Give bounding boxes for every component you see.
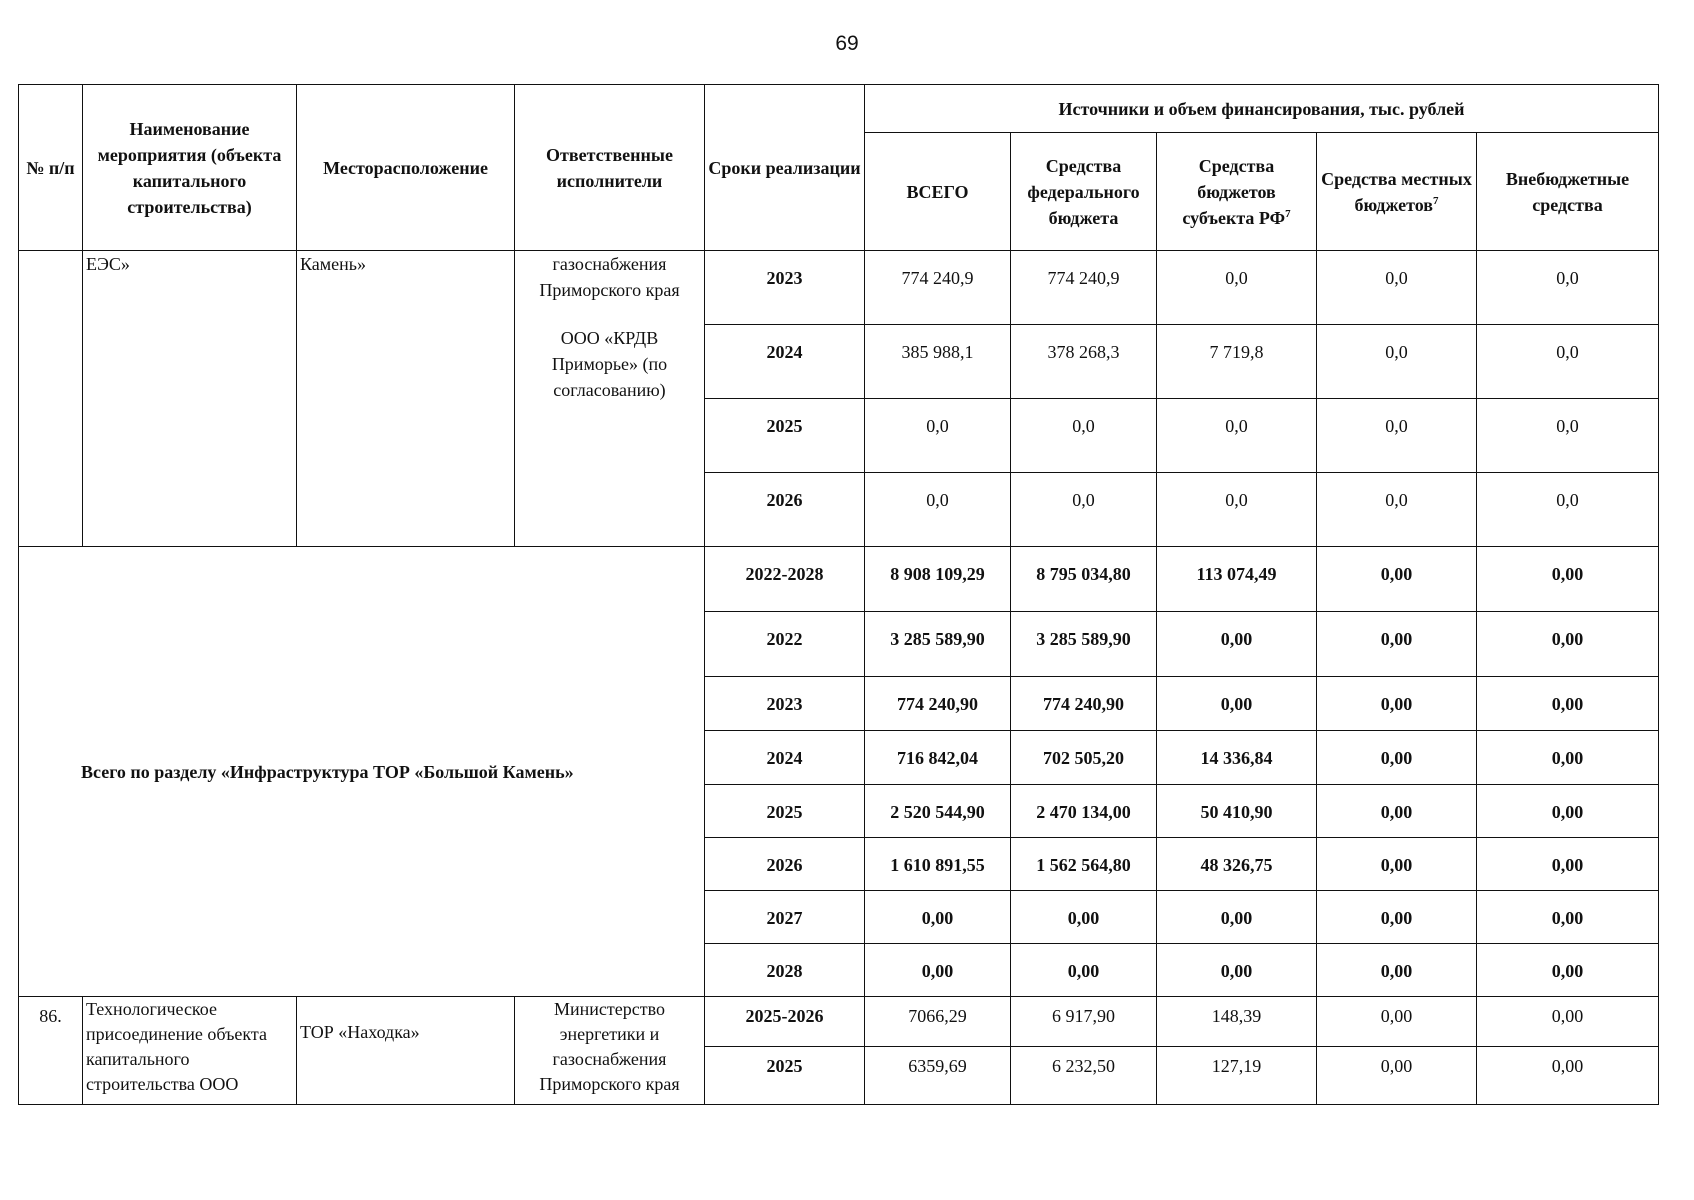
block1-offbudget: 0,0 bbox=[1477, 325, 1659, 399]
block86-total: 6359,69 bbox=[865, 1047, 1011, 1105]
block86-year: 2025-2026 bbox=[705, 997, 865, 1047]
header-name: Наименование мероприятия (объекта капитального строительства) bbox=[83, 85, 297, 251]
summary-federal: 3 285 589,90 bbox=[1011, 612, 1157, 677]
summary-federal: 1 562 564,80 bbox=[1011, 838, 1157, 891]
block1-total: 0,0 bbox=[865, 473, 1011, 547]
block1-total: 774 240,9 bbox=[865, 251, 1011, 325]
header-total: ВСЕГО bbox=[865, 133, 1011, 251]
block86-name: Технологическое присоединение объекта капитального строительства ООО bbox=[83, 997, 297, 1105]
block1-federal: 774 240,9 bbox=[1011, 251, 1157, 325]
summary-offbudget: 0,00 bbox=[1477, 612, 1659, 677]
summary-local: 0,00 bbox=[1317, 838, 1477, 891]
summary-local: 0,00 bbox=[1317, 785, 1477, 838]
summary-total: 1 610 891,55 bbox=[865, 838, 1011, 891]
block1-local: 0,0 bbox=[1317, 399, 1477, 473]
summary-total: 0,00 bbox=[865, 891, 1011, 944]
block1-region: 0,0 bbox=[1157, 473, 1317, 547]
header-row-1 bbox=[19, 85, 1659, 133]
block1-local: 0,0 bbox=[1317, 325, 1477, 399]
block86-federal: 6 917,90 bbox=[1011, 997, 1157, 1047]
block1-federal: 0,0 bbox=[1011, 399, 1157, 473]
summary-year: 2022-2028 bbox=[705, 547, 865, 612]
summary-region: 48 326,75 bbox=[1157, 838, 1317, 891]
header-federal: Средства федерального бюджета bbox=[1011, 133, 1157, 251]
block1-executors bbox=[515, 251, 705, 547]
block1-local: 0,0 bbox=[1317, 251, 1477, 325]
header-region-label: Средства бюджетов субъекта РФ bbox=[1182, 155, 1286, 228]
summary-year: 2022 bbox=[705, 612, 865, 677]
block86-executors: Министерство энергетики и газоснабжения Приморского края bbox=[515, 997, 705, 1105]
block1-offbudget: 0,0 bbox=[1477, 473, 1659, 547]
summary-year: 2024 bbox=[705, 731, 865, 785]
block1-federal: 378 268,3 bbox=[1011, 325, 1157, 399]
summary-region: 14 336,84 bbox=[1157, 731, 1317, 785]
block86-year: 2025 bbox=[705, 1047, 865, 1105]
summary-year: 2026 bbox=[705, 838, 865, 891]
block1-row bbox=[19, 251, 1659, 325]
block86-region: 127,19 bbox=[1157, 1047, 1317, 1105]
summary-federal: 0,00 bbox=[1011, 891, 1157, 944]
block1-total: 385 988,1 bbox=[865, 325, 1011, 399]
summary-offbudget: 0,00 bbox=[1477, 838, 1659, 891]
block1-executors-2: ООО «КРДВ Приморье» (по согласованию) bbox=[551, 328, 668, 400]
block1-local: 0,0 bbox=[1317, 473, 1477, 547]
summary-local: 0,00 bbox=[1317, 891, 1477, 944]
summary-year: 2027 bbox=[705, 891, 865, 944]
page-number: 69 bbox=[835, 32, 859, 55]
block1-total: 0,0 bbox=[865, 399, 1011, 473]
summary-local: 0,00 bbox=[1317, 731, 1477, 785]
summary-region: 113 074,49 bbox=[1157, 547, 1317, 612]
summary-local: 0,00 bbox=[1317, 677, 1477, 731]
block86-location: ТОР «Находка» bbox=[297, 997, 515, 1105]
summary-region: 0,00 bbox=[1157, 944, 1317, 997]
summary-federal: 774 240,90 bbox=[1011, 677, 1157, 731]
summary-offbudget: 0,00 bbox=[1477, 785, 1659, 838]
block86-local: 0,00 bbox=[1317, 1047, 1477, 1105]
summary-federal: 8 795 034,80 bbox=[1011, 547, 1157, 612]
summary-offbudget: 0,00 bbox=[1477, 731, 1659, 785]
summary-total: 2 520 544,90 bbox=[865, 785, 1011, 838]
summary-region: 50 410,90 bbox=[1157, 785, 1317, 838]
summary-total: 716 842,04 bbox=[865, 731, 1011, 785]
block86-offbudget: 0,00 bbox=[1477, 997, 1659, 1047]
block1-no bbox=[19, 251, 83, 547]
header-local-label: Средства местных бюджетов bbox=[1321, 168, 1472, 215]
block86-row bbox=[19, 997, 1659, 1047]
block1-offbudget: 0,0 bbox=[1477, 399, 1659, 473]
block1-offbudget: 0,0 bbox=[1477, 251, 1659, 325]
header-terms: Сроки реализации bbox=[705, 85, 865, 251]
summary-total: 0,00 bbox=[865, 944, 1011, 997]
summary-row bbox=[19, 547, 1659, 612]
summary-federal: 702 505,20 bbox=[1011, 731, 1157, 785]
block1-name: ЕЭС» bbox=[83, 251, 297, 547]
summary-total: 3 285 589,90 bbox=[865, 612, 1011, 677]
header-location: Месторасположение bbox=[297, 85, 515, 251]
summary-total: 8 908 109,29 bbox=[865, 547, 1011, 612]
summary-label: Всего по разделу «Инфраструктура ТОР «Большой Камень» bbox=[19, 547, 705, 997]
block1-year: 2026 bbox=[705, 473, 865, 547]
block1-executors-1: газоснабжения Приморского края bbox=[539, 254, 680, 300]
header-funding-group: Источники и объем финансирования, тыс. рублей bbox=[865, 85, 1659, 133]
block86-local: 0,00 bbox=[1317, 997, 1477, 1047]
header-executors: Ответственные исполнители bbox=[515, 85, 705, 251]
summary-region: 0,00 bbox=[1157, 677, 1317, 731]
block1-year: 2024 bbox=[705, 325, 865, 399]
summary-offbudget: 0,00 bbox=[1477, 944, 1659, 997]
block86-no: 86. bbox=[19, 997, 83, 1105]
summary-local: 0,00 bbox=[1317, 612, 1477, 677]
header-local-footnote: 7 bbox=[1433, 194, 1439, 207]
header-no: № п/п bbox=[19, 85, 83, 251]
summary-year: 2023 bbox=[705, 677, 865, 731]
summary-year: 2025 bbox=[705, 785, 865, 838]
header-region bbox=[1157, 133, 1317, 251]
block86-region: 148,39 bbox=[1157, 997, 1317, 1047]
summary-region: 0,00 bbox=[1157, 891, 1317, 944]
header-local bbox=[1317, 133, 1477, 251]
block1-year: 2025 bbox=[705, 399, 865, 473]
block1-location: Камень» bbox=[297, 251, 515, 547]
header-offbudget: Внебюджетные средства bbox=[1477, 133, 1659, 251]
summary-year: 2028 bbox=[705, 944, 865, 997]
summary-offbudget: 0,00 bbox=[1477, 677, 1659, 731]
block1-region: 0,0 bbox=[1157, 399, 1317, 473]
summary-region: 0,00 bbox=[1157, 612, 1317, 677]
summary-offbudget: 0,00 bbox=[1477, 547, 1659, 612]
block86-offbudget: 0,00 bbox=[1477, 1047, 1659, 1105]
summary-total: 774 240,90 bbox=[865, 677, 1011, 731]
block1-year: 2023 bbox=[705, 251, 865, 325]
block86-federal: 6 232,50 bbox=[1011, 1047, 1157, 1105]
block1-region: 7 719,8 bbox=[1157, 325, 1317, 399]
header-region-footnote: 7 bbox=[1285, 207, 1291, 220]
summary-local: 0,00 bbox=[1317, 547, 1477, 612]
summary-offbudget: 0,00 bbox=[1477, 891, 1659, 944]
summary-local: 0,00 bbox=[1317, 944, 1477, 997]
financing-table bbox=[18, 84, 1659, 1105]
block1-region: 0,0 bbox=[1157, 251, 1317, 325]
block86-total: 7066,29 bbox=[865, 997, 1011, 1047]
block1-federal: 0,0 bbox=[1011, 473, 1157, 547]
summary-federal: 2 470 134,00 bbox=[1011, 785, 1157, 838]
summary-federal: 0,00 bbox=[1011, 944, 1157, 997]
